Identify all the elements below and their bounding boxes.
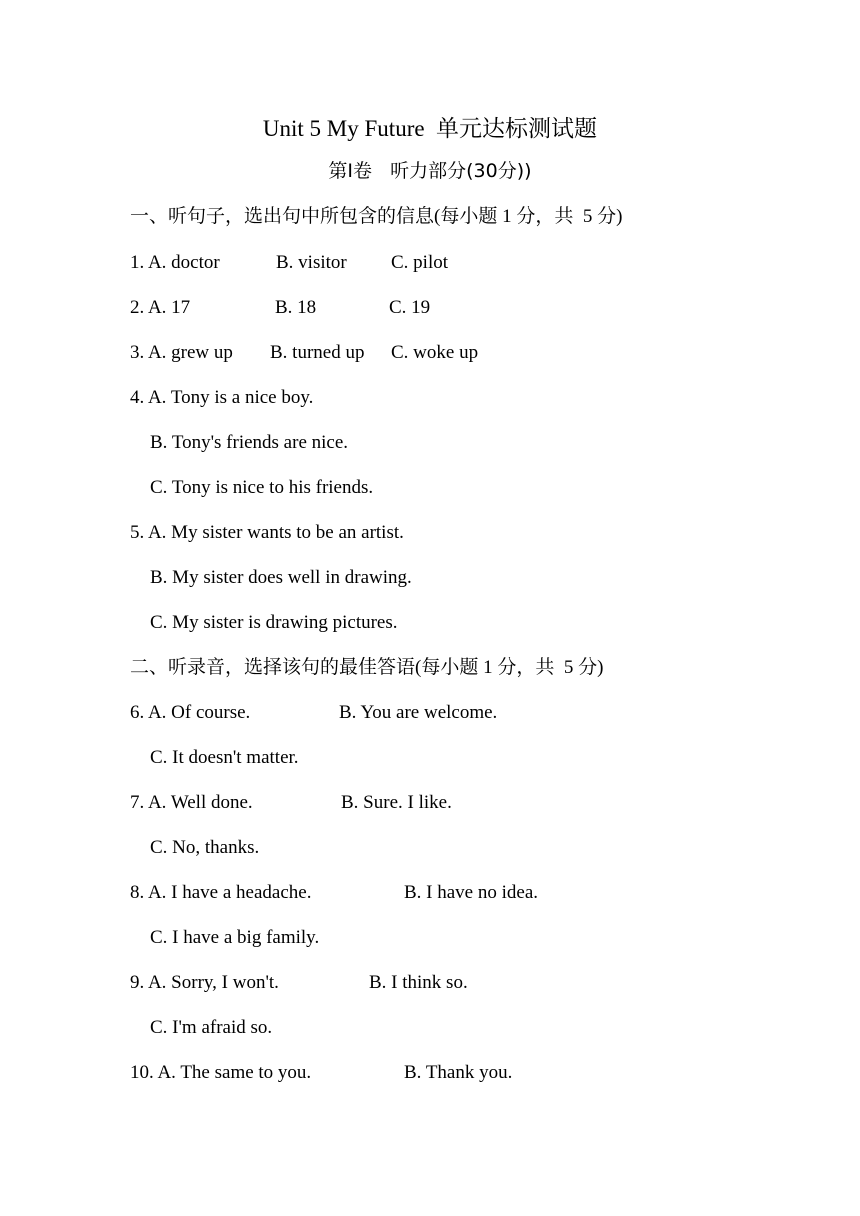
section-2-heading: 二、听录音，选择该句的最佳答语(每小题 1 分，共 5 分) xyxy=(130,657,604,678)
question-3-option-a: 3. A. grew up xyxy=(130,342,233,363)
question-2-option-a: 2. A. 17 xyxy=(130,297,191,318)
question-10-option-a: 10. A. The same to you. xyxy=(130,1062,312,1083)
question-8-option-c: C. I have a big family. xyxy=(150,927,320,948)
question-7-option-c: C. No, thanks. xyxy=(150,837,260,858)
question-1-option-c: C. pilot xyxy=(391,252,449,273)
question-4-option-a: 4. A. Tony is a nice boy. xyxy=(130,387,314,408)
question-9-option-a: 9. A. Sorry, I won't. xyxy=(130,972,279,993)
question-3-option-b: B. turned up xyxy=(270,342,365,363)
question-7-option-b: B. Sure. I like. xyxy=(341,792,452,813)
question-4-option-c: C. Tony is nice to his friends. xyxy=(150,477,374,498)
question-6-option-b: B. You are welcome. xyxy=(339,702,498,723)
question-8-option-b: B. I have no idea. xyxy=(404,882,539,903)
question-10-option-b: B. Thank you. xyxy=(404,1062,513,1083)
question-4-option-b: B. Tony's friends are nice. xyxy=(150,432,349,453)
question-1-option-b: B. visitor xyxy=(276,252,347,273)
part-title: 第Ⅰ卷 听力部分(30分)) xyxy=(328,160,532,182)
question-6-option-c: C. It doesn't matter. xyxy=(150,747,299,768)
question-1-option-a: 1. A. doctor xyxy=(130,252,220,273)
question-5-option-c: C. My sister is drawing pictures. xyxy=(150,612,398,633)
question-9-option-c: C. I'm afraid so. xyxy=(150,1017,273,1038)
section-1-heading: 一、听句子，选出句中所包含的信息(每小题 1 分，共 5 分) xyxy=(130,206,623,227)
question-8-option-a: 8. A. I have a headache. xyxy=(130,882,312,903)
question-6-option-a: 6. A. Of course. xyxy=(130,702,251,723)
question-2-option-b: B. 18 xyxy=(275,297,317,318)
question-5-option-b: B. My sister does well in drawing. xyxy=(150,567,412,588)
question-3-option-c: C. woke up xyxy=(391,342,479,363)
page-title: Unit 5 My Future 单元达标测试题 xyxy=(262,116,598,141)
question-5-option-a: 5. A. My sister wants to be an artist. xyxy=(130,522,404,543)
question-9-option-b: B. I think so. xyxy=(369,972,468,993)
question-2-option-c: C. 19 xyxy=(389,297,431,318)
question-7-option-a: 7. A. Well done. xyxy=(130,792,253,813)
